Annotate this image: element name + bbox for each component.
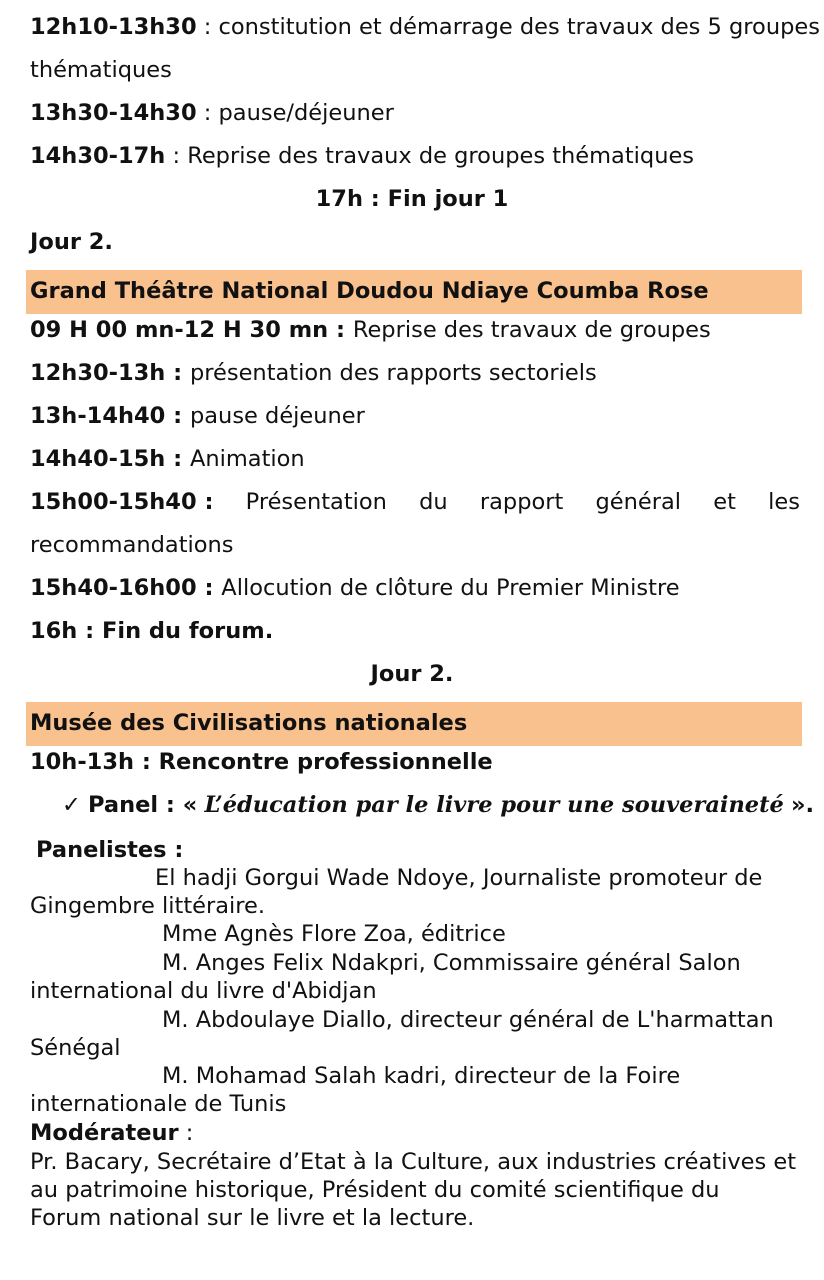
separator: : [165, 403, 190, 429]
separator: : [196, 575, 222, 601]
activity: Reprise des travaux de groupes [352, 317, 711, 343]
forum-end-label: 16h : Fin du forum. [30, 618, 274, 644]
panelist-line: El hadji Gorgui Wade Ndoye, Journaliste promoteur de [155, 865, 763, 891]
activity: constitution et démarrage des travaux des 5 groupes [218, 14, 820, 40]
activity: Reprise des travaux de groupes thématiques [187, 143, 695, 169]
time-range: 14h40-15h [30, 446, 166, 472]
activity: Animation [189, 446, 305, 472]
word: Présentation [245, 489, 387, 515]
panelist-line-continuation: internationale de Tunis [30, 1091, 287, 1117]
separator: : [165, 446, 190, 472]
panelist-line: M. Mohamad Salah kadri, directeur de la Foire [162, 1063, 681, 1089]
separator: : [178, 1120, 194, 1146]
time-range: 12h30-13h [30, 360, 166, 386]
time-range: 13h30-14h30 [30, 100, 197, 126]
time-range: 09 H 00 mn-12 H 30 mn [30, 317, 329, 343]
activity: pause déjeuner [189, 403, 365, 429]
panel-title: L’éducation par le livre pour une souveraineté [204, 792, 784, 818]
panelist-line-continuation: Gingembre littéraire. [30, 893, 266, 919]
day-end-label: 17h : Fin jour 1 [315, 186, 509, 212]
activity: présentation des rapports sectoriels [189, 360, 597, 386]
panelist-line: M. Anges Felix Ndakpri, Commissaire général Salon [162, 950, 741, 976]
venue-title: Musée des Civilisations nationales [30, 710, 468, 736]
word: général [595, 489, 682, 515]
moderator-text: Pr. Bacary, Secrétaire d’Etat à la Culture, aux industries créatives et [30, 1149, 797, 1175]
panelist-line: Mme Agnès Flore Zoa, éditrice [162, 921, 506, 947]
schedule-item-continuation: thématiques [30, 57, 172, 83]
word: et [713, 489, 736, 515]
moderator-heading [30, 1119, 800, 1147]
day-heading: Jour 2. [370, 661, 454, 687]
schedule-item [30, 142, 800, 170]
schedule-item-continuation: recommandations [30, 532, 234, 558]
venue-banner [26, 702, 802, 746]
panelist-line: M. Abdoulaye Diallo, directeur général de L'harmattan [162, 1007, 774, 1033]
activity: pause/déjeuner [218, 100, 394, 126]
separator: : [165, 360, 190, 386]
word: rapport [479, 489, 564, 515]
day-heading: Jour 2. [30, 229, 113, 255]
panel-label: Panel : « [88, 792, 198, 818]
separator: : [165, 143, 188, 169]
schedule-item [30, 445, 800, 473]
panelists-label: Panelistes : [36, 837, 184, 863]
separator: : [196, 14, 219, 40]
time-range: 12h10-13h30 [30, 14, 197, 40]
separator: : [196, 100, 219, 126]
schedule-item [30, 13, 820, 41]
schedule-item [30, 316, 800, 344]
schedule-item [30, 99, 800, 127]
moderator-label: Modérateur [30, 1120, 179, 1146]
time-range: 13h-14h40 [30, 403, 166, 429]
time-range: 15h40-16h00 [30, 575, 197, 601]
schedule-item [30, 359, 800, 387]
moderator-text: au patrimoine historique, Président du comité scientifique du [30, 1177, 720, 1203]
panelist-line-continuation: international du livre d'Abidjan [30, 978, 377, 1004]
venue-title: Grand Théâtre National Doudou Ndiaye Coumba Rose [30, 278, 709, 304]
time-range: 15h00-15h40 : [30, 489, 214, 515]
schedule-item [30, 402, 800, 430]
panelist-line-continuation: Sénégal [30, 1035, 121, 1061]
moderator-text: Forum national sur le livre et la lecture. [30, 1205, 475, 1231]
activity: Allocution de clôture du Premier Ministre [221, 575, 680, 601]
schedule-item [30, 574, 800, 602]
word: les [768, 489, 800, 515]
separator: : [328, 317, 353, 343]
word: du [419, 489, 448, 515]
session-title: 10h-13h : Rencontre professionnelle [30, 749, 493, 775]
schedule-item-justified [30, 488, 800, 516]
panel-close: ». [790, 792, 815, 818]
panel-line [62, 791, 815, 819]
checkmark-icon: ✓ [62, 792, 81, 818]
time-range: 14h30-17h [30, 143, 166, 169]
venue-banner [26, 270, 802, 314]
